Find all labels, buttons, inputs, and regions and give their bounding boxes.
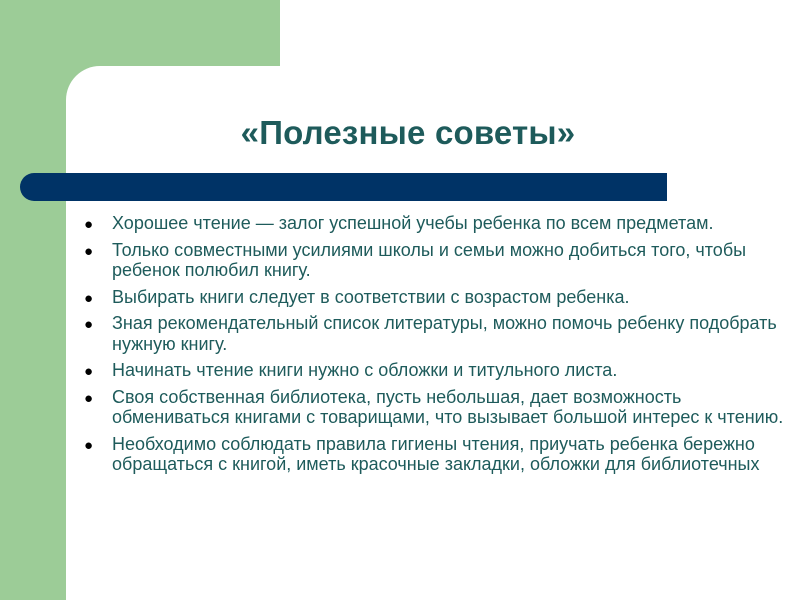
bullet-item xyxy=(82,240,794,281)
bullet-item xyxy=(82,387,794,428)
bullet-icon: ● xyxy=(84,316,94,333)
bullet-item xyxy=(82,213,794,234)
bullet-icon: ● xyxy=(84,289,94,307)
bullet-text: Начинать чтение книги нужно с обложки и титульного листа. xyxy=(112,360,618,380)
bullet-text: Своя собственная библиотека, пусть небольшая, дает возможность обмениваться книгами с товарищами, что вызывает большой интерес к чтению. xyxy=(112,386,784,427)
bullet-text: Хорошее чтение — залог успешной учебы ребенка по всем предметам. xyxy=(112,213,714,233)
bullet-item xyxy=(82,360,794,381)
title-underline-bar xyxy=(20,173,667,201)
bullet-item xyxy=(82,287,794,308)
bullet-text: Выбирать книги следует в соответствии с возрастом ребенка. xyxy=(112,286,630,307)
bullet-text: Необходимо соблюдать правила гигиены чтения, приучать ребенка бережно обращаться с книгой, иметь красочные закладки, обложки для библиотечных xyxy=(112,433,760,474)
bullet-icon: ● xyxy=(84,389,94,407)
bullet-icon: ● xyxy=(84,242,94,260)
bullet-icon: ● xyxy=(84,436,94,454)
bullet-list xyxy=(82,213,794,481)
bullet-text: Зная рекомендательный список литературы, можно помочь ребенку подобрать нужную книгу. xyxy=(112,313,777,354)
bullet-item xyxy=(82,434,794,475)
bullet-icon: ● xyxy=(84,216,94,233)
slide-title: «Полезные советы» xyxy=(240,114,576,151)
bullet-item xyxy=(82,313,794,354)
bullet-icon: ● xyxy=(84,363,94,380)
bullet-text: Только совместными усилиями школы и семьи можно добиться того, чтобы ребенок полюбил книгу. xyxy=(112,239,747,280)
